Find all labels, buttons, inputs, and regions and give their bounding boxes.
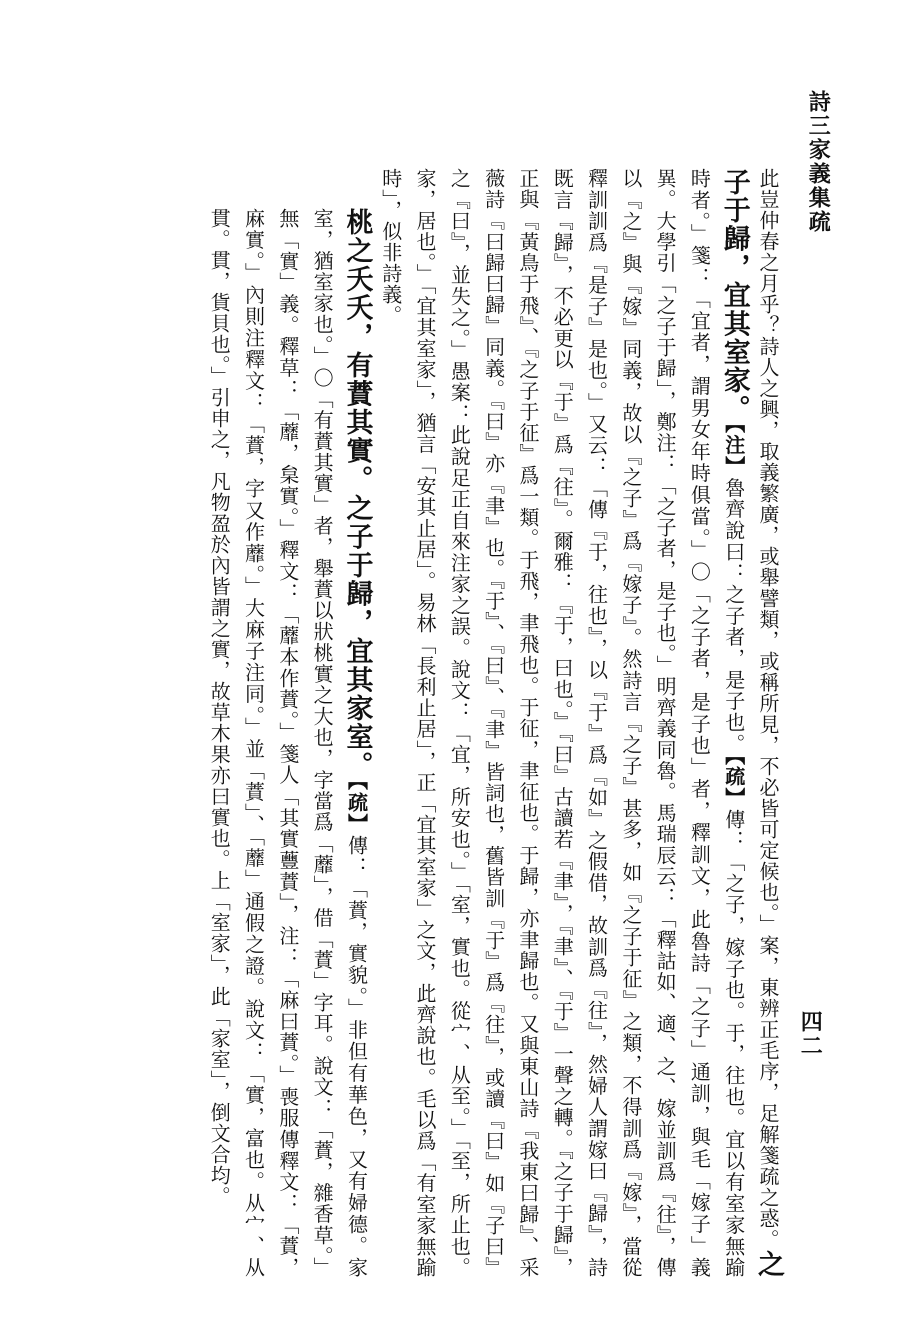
paragraph-1-intro: 此豈仲春之月乎？詩人之興，取義繁廣，或舉譬類，或稱所見，不必皆可定候也。」案，東辨正毛序，足解箋疏之惑。 [756, 168, 780, 1250]
paragraph-2-note-1-text: 傳：「蕡，實貌。」非但有華色，又有婦德。 [344, 834, 369, 1258]
paragraph-1-note-2-text: 傳：「之子，嫁子也。于，往也。宜以有室家無踰時者。」 [687, 168, 746, 1278]
paragraph-1-note-1-tag: 【注】 [721, 423, 746, 478]
paragraph-1-ode-line: 之子于歸，宜其室家。 [718, 168, 784, 1278]
commentary-paragraph-1 [373, 168, 785, 1278]
paragraph-1-note-2-tag: 【疏】 [721, 754, 746, 809]
running-header-title: 詩三家義集疏 [805, 90, 832, 234]
commentary-text-block [130, 168, 785, 1278]
paragraph-2-commentary: 家室，猶室家也。」〇「有蕡其實」者，舉蕡以狀桃實之大也，字當爲「蘼」，借「蕡」字耳。說文：「蕡，雜香草。」無「實」義。釋草：「蘼，枲實。」釋文：「蘼本作蕡。」箋人「其實蘴蕡」，注：「麻曰蕡。」喪服傳釋文：「蕡，麻實。」內則注釋文：「蕡，字又作蘼。」大麻子注同。」並「蕡」、「蘼」通假之證。說文：「實，富也。从宀、从貫。貫，貨貝也。」引申之，凡物盈於內皆謂之實，故草木果亦曰實也。上「室家」，此「家室」，倒文合均。 [207, 208, 369, 1278]
paragraph-2-ode-line: 桃之夭夭，有蕡其實。之子于歸，宜其家室。 [341, 208, 373, 781]
commentary-paragraph-2 [202, 168, 373, 1278]
page-number: 四二 [797, 1010, 824, 1058]
paragraph-1-commentary: 箋：「宜者，謂男女年時俱當。」〇「之子者，是子也」者，釋訓文，此魯詩「之子」通訓，與毛「嫁子」義異。大學引「之子于歸」，鄭注：「之子者，是子也。」明齊義同魯。馬瑞辰云：「釋詁如、適、之、嫁並訓爲『往』，傳以『之』與『嫁』同義，故以『之子』爲『嫁子』。然詩言『之子』甚多，如『之子于征』之類，不得訓爲『嫁』，當從釋訓訓爲『是子』是也。」又云：「傳『于，往也』，以『于』爲『如』之假借，故訓爲『往』，然婦人謂嫁曰『歸』，詩既言『歸』，不必更以『于』爲『往』。爾雅：『于，曰也。』『曰』古讀若『聿』，『聿』、『于』一聲之轉。『之子于歸』，正與『黃鳥于飛』、『之子于征』爲一類。于飛，聿飛也。于征，聿征也。于歸，亦聿歸也。又與東山詩『我東曰歸』、采薇詩『曰歸曰歸』同義。『曰』亦『聿』也。『于』、『曰』、『聿』皆詞也，舊皆訓『于』爲『往』，或讀『曰』如『子曰』之『曰』，並失之。」愚案：此說足正自來注家之誤。說文：「宜，所安也。」「室，實也。從宀、从至。」「至，所止也。家，居也。」「宜其室家」，猶言「安其止居」。易林「長利止居」，正「宜其室家」之文，此齊說也。毛以爲「有室家無踰時」，似非詩義。 [378, 168, 712, 1278]
paragraph-2-note-1-tag: 【疏】 [344, 780, 369, 835]
paragraph-1-note-1-text: 魯齊說曰：之子者，是子也。 [721, 477, 746, 755]
